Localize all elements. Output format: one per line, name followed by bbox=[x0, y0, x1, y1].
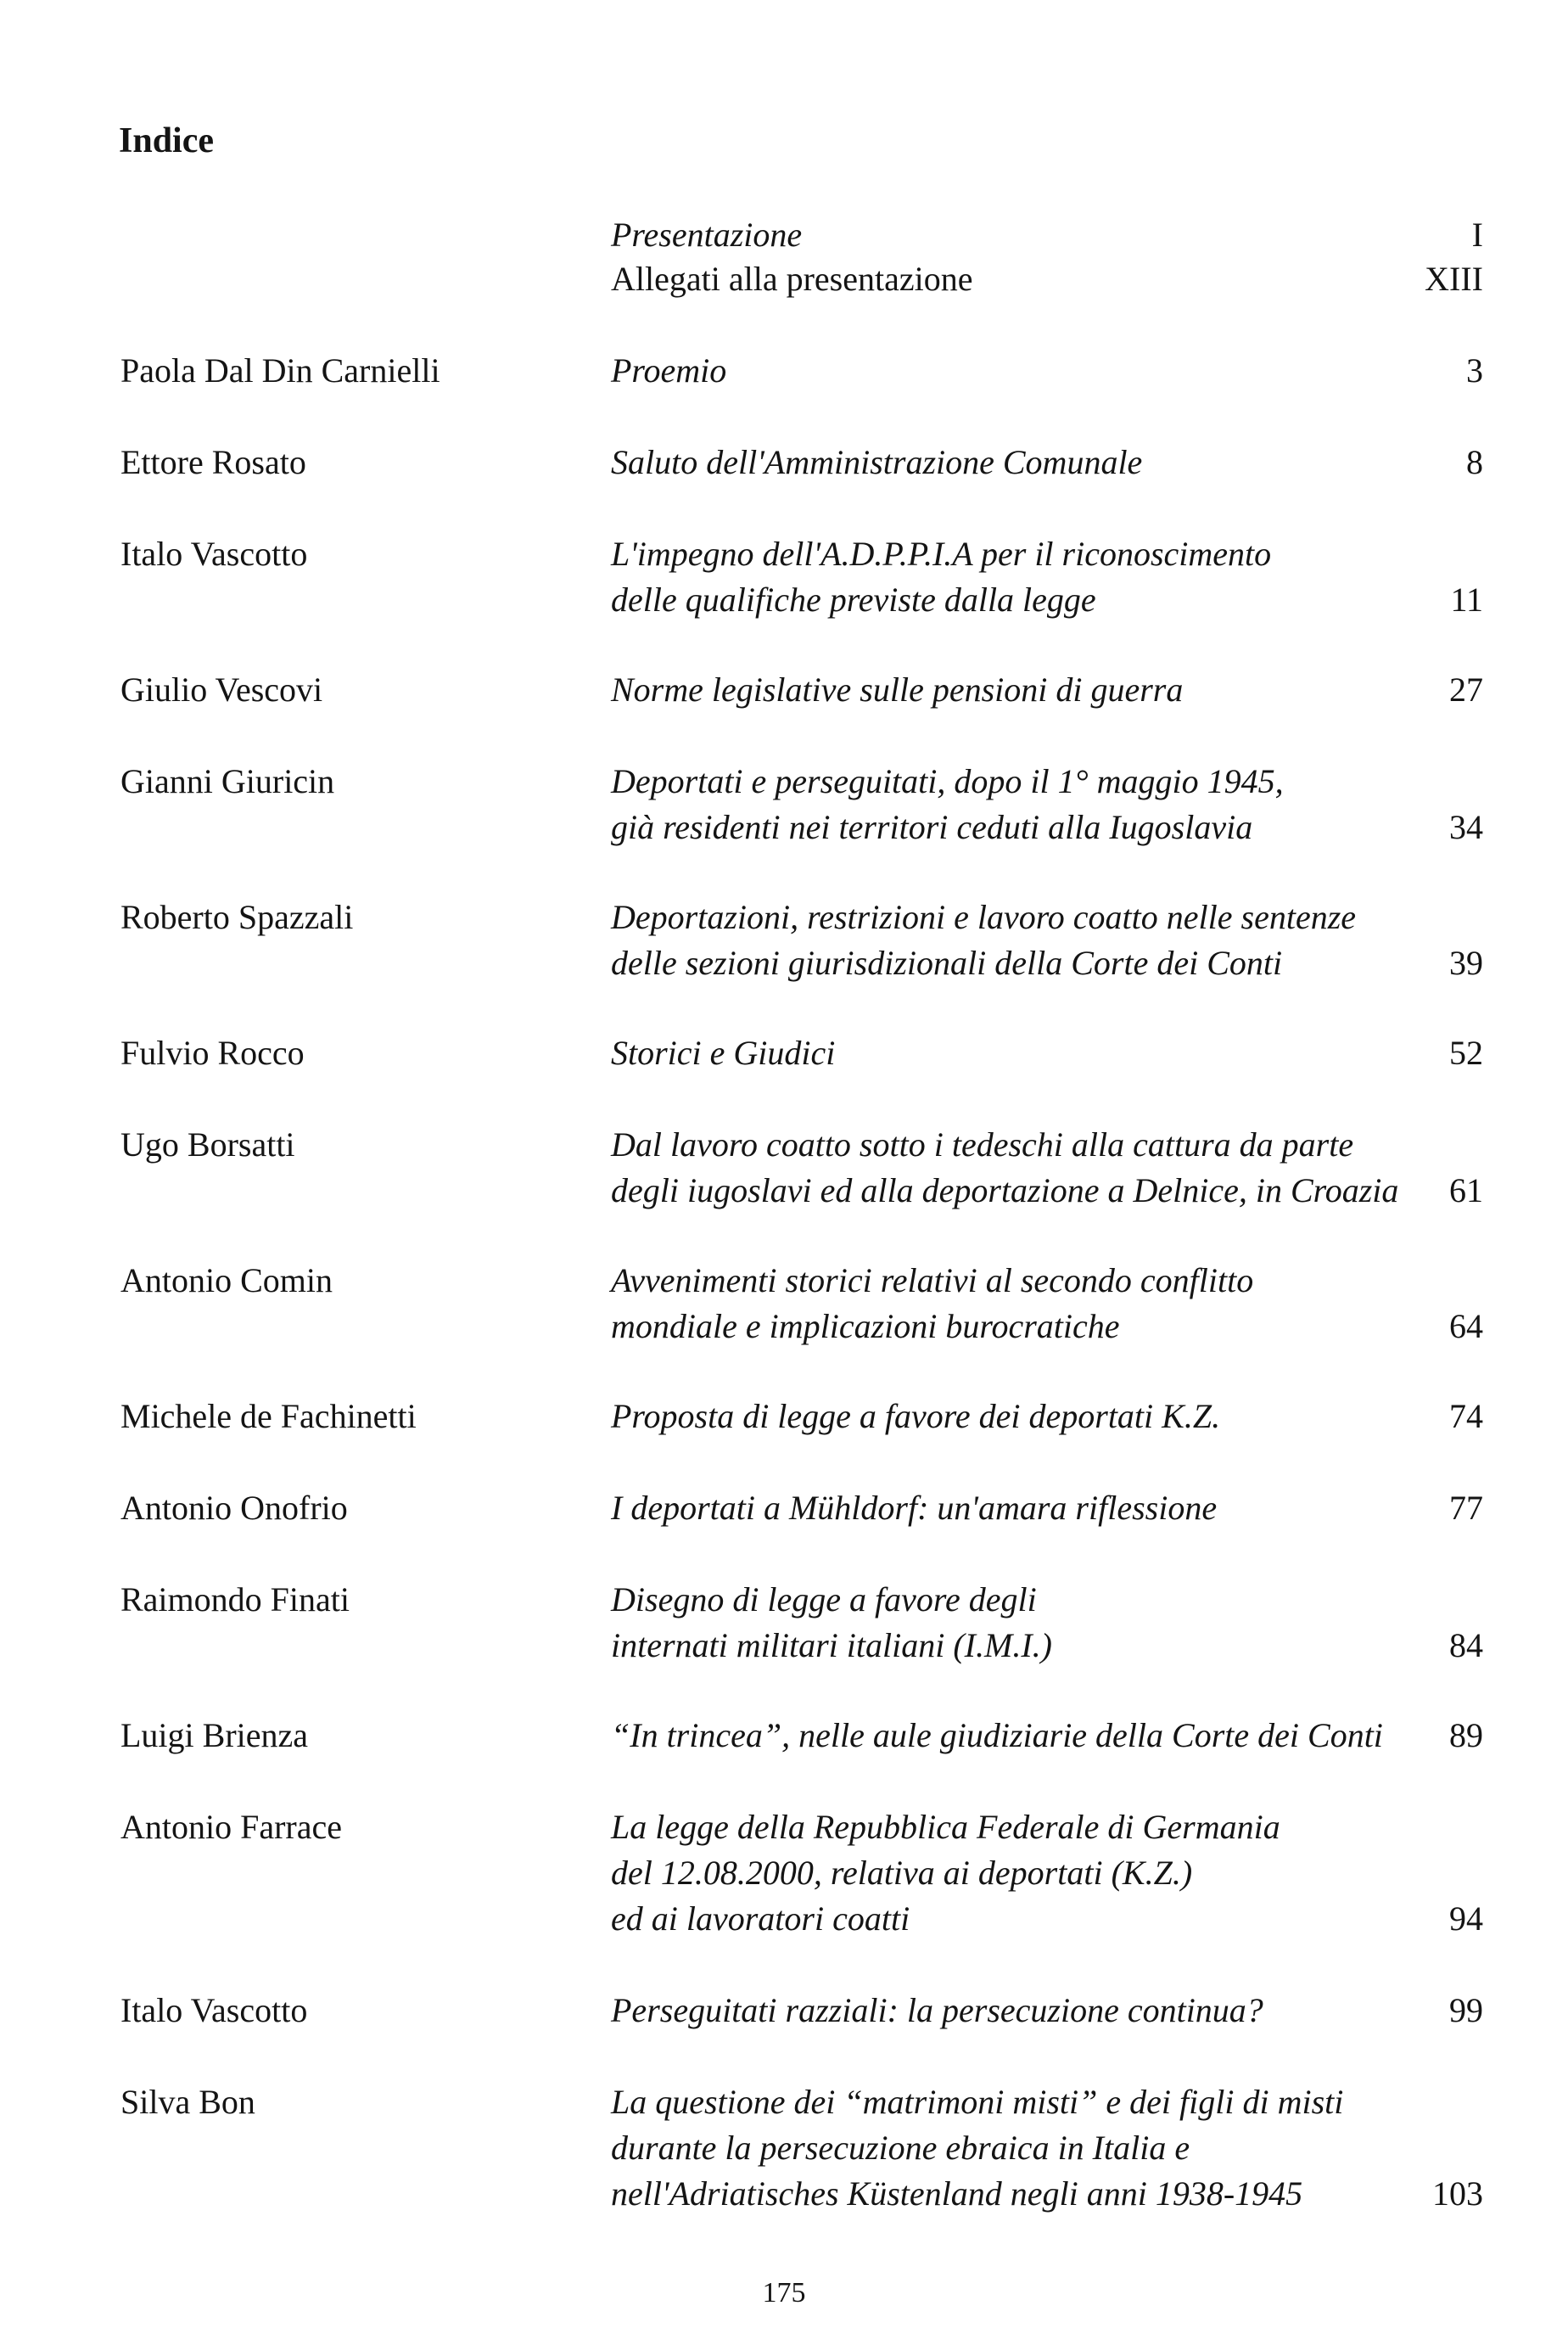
toc-page-number: 11 bbox=[1450, 581, 1483, 619]
toc-title-line: Storici e Giudici bbox=[611, 1034, 836, 1072]
toc-author: Silva Bon bbox=[120, 2083, 255, 2121]
toc-page-number: 3 bbox=[1466, 351, 1483, 390]
toc-title bbox=[611, 2079, 1425, 2217]
toc-title bbox=[611, 1577, 1425, 1669]
toc-title-line: Allegati alla presentazione bbox=[611, 260, 973, 298]
toc-title-line: delle sezioni giurisdizionali della Corte dei Conti bbox=[611, 944, 1283, 982]
toc-author: Antonio Onofrio bbox=[120, 1489, 348, 1527]
toc-title bbox=[611, 1030, 1425, 1076]
toc-page-number: I bbox=[1471, 216, 1483, 254]
toc-author: Paola Dal Din Carnielli bbox=[120, 351, 440, 390]
page-title: Indice bbox=[119, 121, 215, 160]
toc-title-line: Norme legislative sulle pensioni di guerra bbox=[611, 670, 1184, 709]
toc-page-number: 64 bbox=[1449, 1307, 1483, 1345]
toc-title-line: internati militari italiani (I.M.I.) bbox=[611, 1626, 1052, 1664]
toc-title bbox=[611, 1713, 1425, 1759]
toc-title-line: Disegno di legge a favore degli bbox=[611, 1580, 1037, 1618]
toc-title-line: mondiale e implicazioni burocratiche bbox=[611, 1307, 1120, 1345]
toc-title bbox=[611, 1485, 1425, 1531]
toc-title bbox=[611, 1122, 1425, 1214]
toc-title-line: L'impegno dell'A.D.P.P.I.A per il riconoscimento bbox=[611, 535, 1272, 573]
toc-title bbox=[611, 759, 1425, 850]
toc-author: Roberto Spazzali bbox=[120, 898, 354, 936]
toc-title-line: del 12.08.2000, relativa ai deportati (K.Z.) bbox=[611, 1854, 1193, 1892]
toc-title bbox=[611, 1394, 1425, 1439]
toc-title bbox=[611, 1988, 1425, 2034]
toc-title-line: Dal lavoro coatto sotto i tedeschi alla cattura da parte bbox=[611, 1125, 1354, 1164]
toc-page-number: 103 bbox=[1432, 2174, 1483, 2213]
toc-page-number: 27 bbox=[1449, 670, 1483, 709]
toc-title-line: delle qualifiche previste dalla legge bbox=[611, 581, 1096, 619]
toc-page-number: 84 bbox=[1449, 1626, 1483, 1664]
toc-title-line: ed ai lavoratori coatti bbox=[611, 1899, 910, 1938]
toc-title-line: degli iugoslavi ed alla deportazione a Delnice, in Croazia bbox=[611, 1171, 1399, 1209]
toc-author: Antonio Comin bbox=[120, 1261, 333, 1299]
toc-page-number: 94 bbox=[1449, 1899, 1483, 1938]
toc-title-line: già residenti nei territori ceduti alla Iugoslavia bbox=[611, 808, 1253, 846]
toc-title-line: “In trincea”, nelle aule giudiziarie della Corte dei Conti bbox=[611, 1716, 1383, 1754]
toc-title bbox=[611, 1258, 1425, 1349]
toc-author: Ettore Rosato bbox=[120, 443, 306, 481]
toc-title-line: Presentazione bbox=[611, 216, 803, 254]
toc-page-number: 52 bbox=[1449, 1034, 1483, 1072]
toc-title-line: Deportazioni, restrizioni e lavoro coatto nelle sentenze bbox=[611, 898, 1357, 936]
toc-title bbox=[611, 1804, 1425, 1942]
toc-author: Italo Vascotto bbox=[120, 535, 308, 573]
toc-author: Gianni Giuricin bbox=[120, 762, 335, 800]
toc-author: Ugo Borsatti bbox=[120, 1125, 295, 1164]
toc-page-number: 34 bbox=[1449, 808, 1483, 846]
toc-title-line: Deportati e perseguitati, dopo il 1° maggio 1945, bbox=[611, 762, 1284, 800]
toc-title-line: La questione dei “matrimoni misti” e dei figli di misti bbox=[611, 2083, 1344, 2121]
toc-title-line: Proemio bbox=[611, 351, 727, 390]
toc-title-line: nell'Adriatisches Küstenland negli anni 1938-1945 bbox=[611, 2174, 1303, 2213]
toc-title bbox=[611, 440, 1425, 485]
toc-title-line: La legge della Repubblica Federale di Germania bbox=[611, 1808, 1280, 1846]
page-number: 175 bbox=[762, 2277, 806, 2309]
toc-author: Luigi Brienza bbox=[120, 1716, 309, 1754]
toc-page-number: 61 bbox=[1449, 1171, 1483, 1209]
toc-author: Antonio Farrace bbox=[120, 1808, 343, 1846]
toc-page-number: 74 bbox=[1449, 1397, 1483, 1435]
toc-author: Fulvio Rocco bbox=[120, 1034, 305, 1072]
toc-title bbox=[611, 348, 1425, 394]
toc-title bbox=[611, 531, 1425, 623]
toc-page-number: 39 bbox=[1449, 944, 1483, 982]
toc-title-line: Proposta di legge a favore dei deportati K.Z. bbox=[611, 1397, 1221, 1435]
toc-title bbox=[611, 212, 1425, 258]
toc-author: Raimondo Finati bbox=[120, 1580, 350, 1618]
toc-author: Michele de Fachinetti bbox=[120, 1397, 417, 1435]
toc-title-line: durante la persecuzione ebraica in Italia e bbox=[611, 2129, 1190, 2167]
toc-title bbox=[611, 895, 1425, 986]
toc-page-number: 77 bbox=[1449, 1489, 1483, 1527]
toc-title bbox=[611, 256, 1425, 302]
toc-page-number: 89 bbox=[1449, 1716, 1483, 1754]
toc-author: Italo Vascotto bbox=[120, 1991, 308, 2029]
toc-page-number: 8 bbox=[1466, 443, 1483, 481]
toc-title bbox=[611, 667, 1425, 713]
toc-title-line: Perseguitati razziali: la persecuzione continua? bbox=[611, 1991, 1263, 2029]
toc-title-line: Saluto dell'Amministrazione Comunale bbox=[611, 443, 1143, 481]
toc-title-line: I deportati a Mühldorf: un'amara riflessione bbox=[611, 1489, 1218, 1527]
toc-page-number: XIII bbox=[1425, 260, 1483, 298]
toc-title-line: Avvenimenti storici relativi al secondo conflitto bbox=[611, 1261, 1254, 1299]
toc-page-number: 99 bbox=[1449, 1991, 1483, 2029]
toc-author: Giulio Vescovi bbox=[120, 670, 323, 709]
